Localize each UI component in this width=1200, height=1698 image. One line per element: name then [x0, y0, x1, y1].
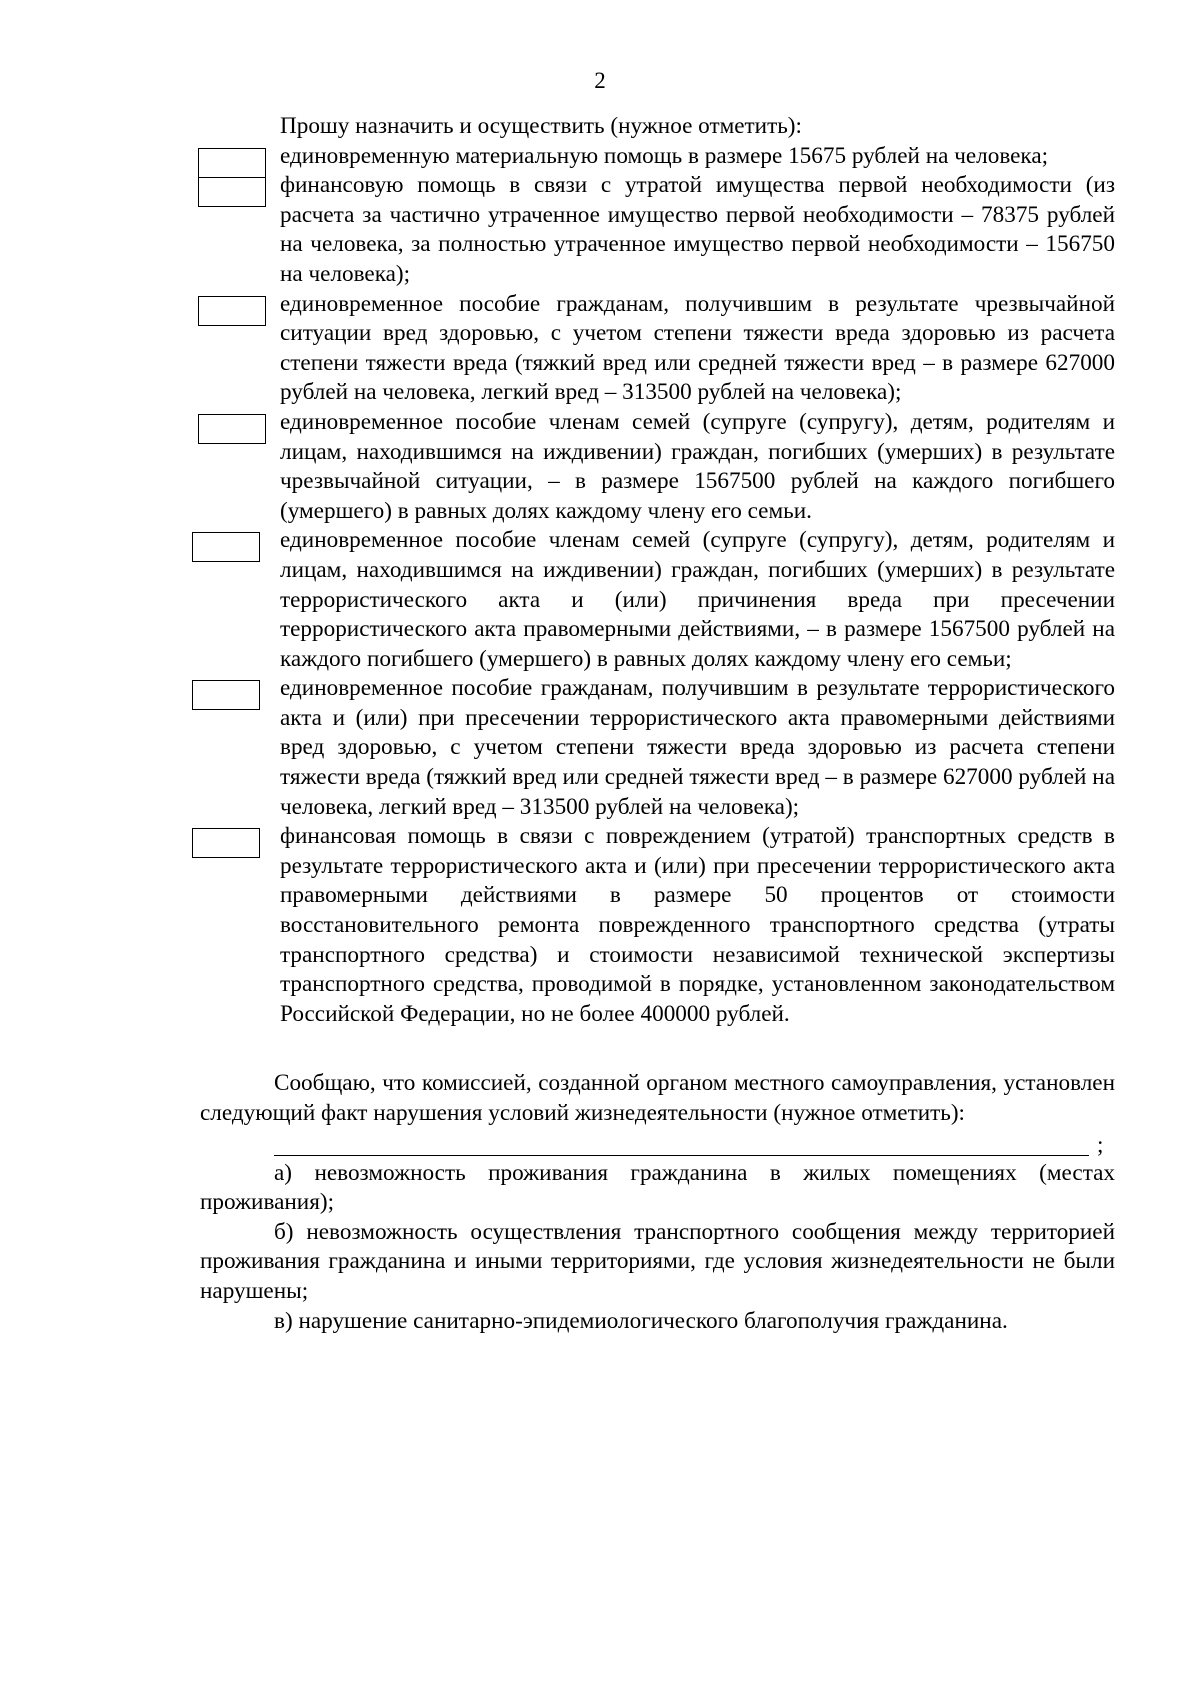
fact-blank-field[interactable]: [274, 1129, 1115, 1159]
option-checkbox[interactable]: [198, 414, 266, 444]
page-number: 2: [594, 68, 606, 93]
fact-item: а) невозможность проживания гражданина в жилых помещениях (местах проживания);: [200, 1159, 1115, 1216]
option-text: единовременное пособие членам семей (супруге (супругу), детям, родителям и лицам, находившимся на иждивении) граждан, погибших (умерших) в результате чрезвычайной ситуации, – в размере 1567500 рублей на каждого погибшего (умершего) в равных долях каждому члену его семьи.: [280, 408, 1115, 524]
option-text: единовременное пособие гражданам, получившим в результате чрезвычайной ситуации вред здоровью, с учетом степени тяжести вреда здоровью из расчета степени тяжести вреда (тяжкий вред или средней тяжести вред – в размере 627000 рублей на человека, легкий вред – 313500 рублей на человека);: [280, 290, 1115, 406]
blank-suffix: ;: [1097, 1131, 1104, 1158]
option-checkbox[interactable]: [198, 177, 266, 207]
option-text: единовременную материальную помощь в размере 15675 рублей на человека;: [280, 142, 1049, 169]
option-checkbox[interactable]: [198, 148, 266, 178]
option-text: единовременное пособие гражданам, получившим в результате террористического акта и (или) при пресечении террористического акта правомерными действиями вред здоровью, с учетом степени тяжести вреда здоровью из расчета степени тяжести вреда (тяжкий вред или средней тяжести вред – в размере 627000 рублей на человека, легкий вред – 313500 рублей на человека);: [280, 675, 1115, 820]
fact-intro: Сообщаю, что комиссией, созданной органом местного самоуправления, установлен следующий факт нарушения условий жизнедеятельности (нужное отметить):: [200, 1070, 1115, 1126]
document-body: [200, 112, 1115, 1336]
option-emergency-health-harm: [280, 290, 1115, 408]
option-terror-health-harm: [280, 674, 1115, 822]
blank-underline: [274, 1155, 1089, 1156]
option-material-aid: [280, 142, 1115, 172]
option-property-loss-aid: [280, 171, 1115, 289]
fact-item: в) нарушение санитарно-эпидемиологического благополучия гражданина.: [274, 1307, 1008, 1334]
option-terror-vehicle-damage: [280, 822, 1115, 1029]
option-terror-death-family: [280, 526, 1115, 674]
option-checkbox[interactable]: [198, 296, 266, 326]
fact-item: б) невозможность осуществления транспортного сообщения между территорией проживания гражданина и иными территориями, где условия жизнедеятельности не были нарушены;: [200, 1218, 1115, 1304]
option-text: финансовую помощь в связи с утратой имущества первой необходимости (из расчета за частично утраченное имущество первой необходимости – 78375 рублей на человека, за полностью утраченное имущество первой необходимости – 156750 на человека);: [280, 172, 1115, 287]
option-checkbox[interactable]: [192, 532, 260, 562]
request-options-list: [280, 142, 1115, 1030]
request-intro: Прошу назначить и осуществить (нужное отметить):: [280, 113, 802, 139]
option-text: финансовая помощь в связи с повреждением (утратой) транспортных средств в результате террористического акта и (или) при пресечении террористического акта правомерными действиями в размере 50 процентов от стоимости восстановительного ремонта поврежденного транспортного средства (утраты транспортного средства) и стоимости независимой технической экспертизы транспортного средства, проводимой в порядке, установленном законодательством Российской Федерации, но не более 400000 рублей.: [280, 823, 1115, 1027]
option-text: единовременное пособие членам семей (супруге (супругу), детям, родителям и лицам, находившимся на иждивении) граждан, погибших (умерших) в результате террористического акта и (или) причинения вреда при пресечении террористического акта правомерными действиями, – в размере 1567500 рублей на каждого погибшего (умершего) в равных долях каждому члену его семьи;: [280, 527, 1115, 672]
option-checkbox[interactable]: [192, 828, 260, 858]
option-emergency-death-family: [280, 408, 1115, 526]
option-checkbox[interactable]: [192, 680, 260, 710]
